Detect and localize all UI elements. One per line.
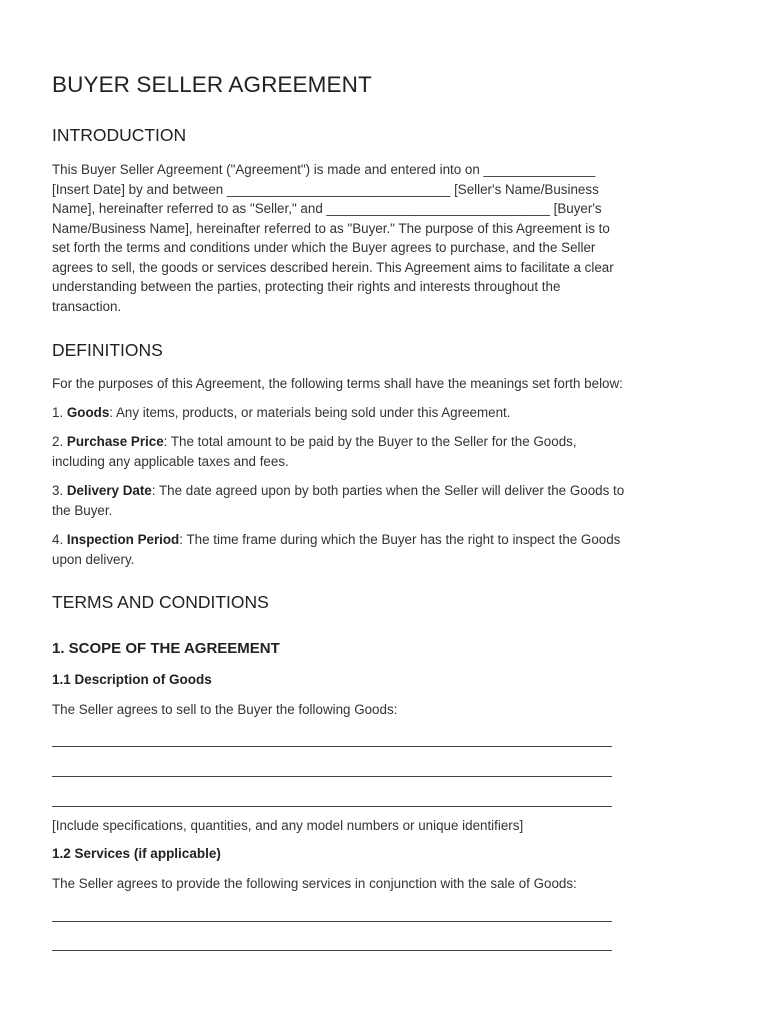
definition-text: : The time frame during which the Buyer has the right to inspect the Goods (179, 532, 621, 547)
definition-item-purchase-price (52, 432, 720, 472)
introduction-line: set forth the terms and conditions under which the Buyer agrees to purchase, and the Seller (52, 240, 596, 255)
goods-heading: 1.1 Description of Goods (52, 672, 212, 687)
definition-item-goods (52, 403, 720, 423)
introduction-line: Name], hereinafter referred to as "Seller," and ______________________________ [Buyer's (52, 201, 602, 216)
definition-item-delivery-date (52, 481, 720, 521)
definition-text: : Any items, products, or materials being sold under this Agreement. (109, 405, 511, 420)
definition-text: : The total amount to be paid by the Buyer to the Seller for the Goods, (163, 434, 577, 449)
definition-text: : The date agreed upon by both parties when the Seller will deliver the Goods to (151, 483, 625, 498)
document-title: BUYER SELLER AGREEMENT (52, 72, 372, 97)
introduction-line: Name/Business Name], hereinafter referred to as "Buyer." The purpose of this Agreement is to (52, 220, 610, 236)
definition-term: Delivery Date (66, 483, 152, 498)
introduction-line: This Buyer Seller Agreement ("Agreement") is made and entered into on _______________ (52, 162, 596, 177)
introduction-line: understanding between the parties, protecting their rights and interests throughout the (52, 279, 561, 294)
scope-heading: 1. SCOPE OF THE AGREEMENT (52, 640, 280, 657)
goods-blank-line (52, 806, 612, 807)
definition-number: 3. (52, 483, 67, 498)
services-blank-line (52, 921, 612, 922)
services-blank-line (52, 950, 612, 951)
definitions-heading: DEFINITIONS (52, 340, 163, 360)
definition-term: Purchase Price (66, 434, 164, 449)
introduction-line: agrees to sell, the goods or services described herein. This Agreement aims to facilitate a clear (52, 259, 614, 275)
introduction-line: transaction. (52, 298, 122, 314)
goods-blank-line (52, 746, 612, 747)
definition-text: upon delivery. (52, 552, 135, 567)
introduction-heading: INTRODUCTION (52, 125, 187, 145)
definitions-intro: For the purposes of this Agreement, the following terms shall have the meanings set forth below: (52, 376, 623, 391)
services-text: The Seller agrees to provide the following services in conjunction with the sale of Goods: (52, 876, 577, 891)
introduction-paragraph (52, 160, 717, 316)
definition-text: the Buyer. (52, 503, 113, 518)
definition-number: 4. (52, 532, 67, 547)
definition-term: Goods (66, 405, 110, 420)
definition-number: 1. (52, 405, 67, 420)
definition-term: Inspection Period (66, 532, 180, 547)
terms-heading: TERMS AND CONDITIONS (52, 592, 269, 612)
definition-item-inspection-period (52, 530, 720, 570)
services-heading: 1.2 Services (if applicable) (52, 846, 221, 861)
definition-text: including any applicable taxes and fees. (52, 454, 289, 469)
introduction-line: [Insert Date] by and between ______________________________ [Seller's Name/Business (52, 181, 599, 197)
definition-number: 2. (52, 434, 67, 449)
goods-note: [Include specifications, quantities, and any model numbers or unique identifiers] (52, 818, 524, 833)
goods-text: The Seller agrees to sell to the Buyer the following Goods: (52, 702, 398, 717)
goods-blank-line (52, 776, 612, 777)
